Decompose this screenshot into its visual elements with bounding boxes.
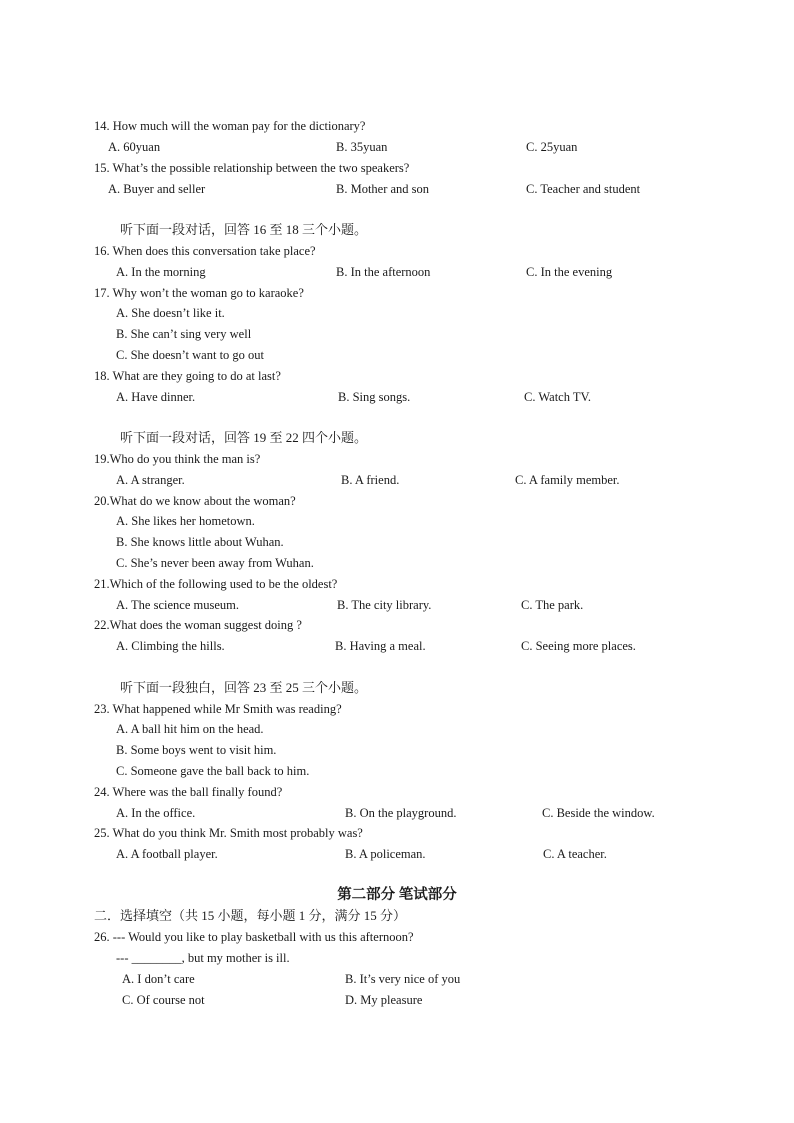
option-a: A. Climbing the hills.: [116, 639, 225, 653]
option-a: A. She doesn’t like it.: [116, 306, 225, 320]
option-a: A. She likes her hometown.: [116, 514, 255, 528]
option-b: B. It’s very nice of you: [345, 972, 461, 986]
option-a: A. Buyer and seller: [108, 182, 206, 196]
option-b: B. A policeman.: [345, 847, 426, 861]
option-c: C. Seeing more places.: [521, 639, 636, 653]
option-b: B. 35yuan: [336, 140, 388, 154]
option-a: A. 60yuan: [108, 140, 161, 154]
question-21: 21.Which of the following used to be the oldest?: [94, 577, 338, 591]
section-instruction-16-18: 听下面一段对话，回答 16 至 18 三个小题。: [120, 222, 368, 237]
option-c: C. Someone gave the ball back to him.: [116, 764, 310, 778]
question-17: 17. Why won’t the woman go to karaoke?: [94, 286, 304, 300]
section-instruction-19-22: 听下面一段对话，回答 19 至 22 四个小题。: [120, 430, 368, 445]
question-19: 19.Who do you think the man is?: [94, 452, 261, 466]
option-b: B. She knows little about Wuhan.: [116, 535, 284, 549]
option-b: B. Some boys went to visit him.: [116, 743, 277, 757]
option-d: D. My pleasure: [345, 993, 423, 1007]
question-15: 15. What’s the possible relationship between the two speakers?: [94, 161, 410, 175]
option-a: A. I don’t care: [122, 972, 195, 986]
option-a: A. Have dinner.: [116, 390, 196, 404]
option-b: B. Mother and son: [336, 182, 430, 196]
question-24: 24. Where was the ball finally found?: [94, 785, 283, 799]
option-c: C. Of course not: [122, 993, 205, 1007]
question-23: 23. What happened while Mr Smith was reading?: [94, 702, 342, 716]
option-b: B. On the playground.: [345, 806, 457, 820]
option-a: A. In the office.: [116, 806, 196, 820]
question-18: 18. What are they going to do at last?: [94, 369, 281, 383]
option-a: A. The science museum.: [116, 598, 239, 612]
question-26: 26. --- Would you like to play basketball with us this afternoon?: [94, 930, 414, 944]
option-c: C. A family member.: [515, 473, 620, 487]
question-20: 20.What do we know about the woman?: [94, 494, 296, 508]
part-two-title: 第二部分 笔试部分: [337, 887, 457, 903]
option-a: A. A ball hit him on the head.: [116, 722, 264, 736]
option-c: C. She doesn’t want to go out: [116, 348, 265, 362]
question-22: 22.What does the woman suggest doing ?: [94, 618, 302, 632]
option-c: C. She’s never been away from Wuhan.: [116, 556, 314, 570]
question-26-response: --- ________, but my mother is ill.: [116, 951, 290, 965]
option-c: C. Teacher and student: [526, 182, 641, 196]
option-c: C. In the evening: [526, 265, 613, 279]
option-c: C. 25yuan: [526, 140, 578, 154]
section-instruction-23-25: 听下面一段独白，回答 23 至 25 三个小题。: [120, 680, 368, 695]
option-b: B. Having a meal.: [335, 639, 426, 653]
option-c: C. Watch TV.: [524, 390, 592, 404]
question-14: 14. How much will the woman pay for the dictionary?: [94, 119, 366, 133]
option-b: B. The city library.: [337, 598, 432, 612]
question-25: 25. What do you think Mr. Smith most probably was?: [94, 826, 363, 840]
option-b: B. Sing songs.: [338, 390, 411, 404]
option-a: A. In the morning: [116, 265, 206, 279]
option-a: A. A football player.: [116, 847, 218, 861]
option-c: C. Beside the window.: [542, 806, 655, 820]
option-a: A. A stranger.: [116, 473, 185, 487]
option-c: C. A teacher.: [543, 847, 607, 861]
section-heading-fill-in: 二．选择填空（共 15 小题，每小题 1 分，满分 15 分）: [94, 908, 407, 923]
question-16: 16. When does this conversation take place?: [94, 244, 316, 258]
option-b: B. In the afternoon: [336, 265, 431, 279]
option-c: C. The park.: [521, 598, 584, 612]
option-b: B. She can’t sing very well: [116, 327, 252, 341]
option-b: B. A friend.: [341, 473, 400, 487]
